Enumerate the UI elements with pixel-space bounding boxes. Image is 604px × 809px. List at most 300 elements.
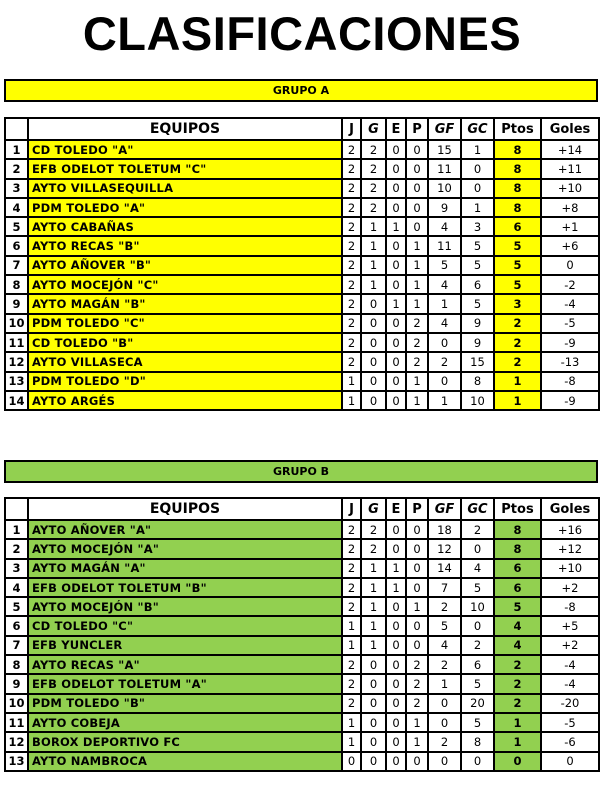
points-cell: 1 (494, 732, 541, 751)
table-row (5, 275, 599, 294)
points-cell: 2 (494, 655, 541, 674)
points-cell: 8 (494, 520, 541, 539)
played-cell: 2 (342, 694, 361, 713)
goals-against-cell: 5 (461, 674, 494, 693)
points-cell: 6 (494, 559, 541, 578)
goals-for-cell: 4 (428, 217, 461, 236)
played-cell: 2 (342, 217, 361, 236)
drawn-cell: 0 (386, 674, 406, 693)
goals-for-cell: 0 (428, 752, 461, 771)
goals-for-cell: 2 (428, 655, 461, 674)
table-row (5, 559, 599, 578)
points-cell: 5 (494, 275, 541, 294)
goals-against-cell: 8 (461, 372, 494, 391)
lost-cell: 1 (406, 275, 428, 294)
points-cell: 1 (494, 713, 541, 732)
team-name-cell: PDM TOLEDO "D" (28, 372, 342, 391)
points-cell: 5 (494, 597, 541, 616)
goal-difference-cell: +12 (541, 539, 599, 558)
table-row (5, 539, 599, 558)
team-name-cell: AYTO MAGÁN "B" (28, 294, 342, 313)
drawn-cell: 0 (386, 616, 406, 635)
played-cell: 2 (342, 256, 361, 275)
goals-against-cell: 9 (461, 314, 494, 333)
position-cell: 11 (5, 713, 28, 732)
won-cell: 0 (361, 352, 386, 371)
lost-cell: 2 (406, 694, 428, 713)
lost-cell: 0 (406, 520, 428, 539)
table-row (5, 391, 599, 410)
played-cell: 1 (342, 713, 361, 732)
grupo-a-banner: GRUPO A (4, 79, 598, 102)
points-cell: 2 (494, 694, 541, 713)
grupo-b-banner: GRUPO B (4, 460, 598, 483)
points-cell: 4 (494, 616, 541, 635)
drawn-cell: 1 (386, 294, 406, 313)
lost-cell: 1 (406, 372, 428, 391)
table-row (5, 333, 599, 352)
table-row (5, 616, 599, 635)
goals-for-cell: 0 (428, 713, 461, 732)
table-row (5, 732, 599, 751)
drawn-cell: 0 (386, 655, 406, 674)
played-cell: 1 (342, 636, 361, 655)
won-cell: 0 (361, 294, 386, 313)
table-row (5, 294, 599, 313)
goals-against-cell: 4 (461, 559, 494, 578)
team-name-cell: EFB ODELOT TOLETUM "C" (28, 159, 342, 178)
goal-difference-cell: +10 (541, 559, 599, 578)
goals-against-cell: 0 (461, 539, 494, 558)
team-name-cell: CD TOLEDO "C" (28, 616, 342, 635)
drawn-cell: 0 (386, 314, 406, 333)
lost-cell: 2 (406, 674, 428, 693)
won-cell: 1 (361, 636, 386, 655)
goal-difference-cell: +8 (541, 198, 599, 217)
goals-against-cell: 0 (461, 752, 494, 771)
goals-for-cell: 4 (428, 636, 461, 655)
won-cell: 0 (361, 372, 386, 391)
goal-difference-cell: +16 (541, 520, 599, 539)
position-cell: 1 (5, 140, 28, 159)
drawn-cell: 0 (386, 198, 406, 217)
team-name-cell: AYTO NAMBROCA (28, 752, 342, 771)
goal-difference-cell: 0 (541, 256, 599, 275)
lost-cell: 2 (406, 333, 428, 352)
won-cell: 2 (361, 159, 386, 178)
team-name-cell: AYTO MAGÁN "A" (28, 559, 342, 578)
goal-difference-cell: +11 (541, 159, 599, 178)
goal-difference-cell: +1 (541, 217, 599, 236)
team-name-cell: AYTO ARGÉS (28, 391, 342, 410)
goals-for-cell: 2 (428, 597, 461, 616)
drawn-cell: 0 (386, 159, 406, 178)
played-cell: 2 (342, 275, 361, 294)
goals-for-cell: 1 (428, 674, 461, 693)
position-cell: 6 (5, 616, 28, 635)
drawn-cell: 0 (386, 236, 406, 255)
header-g: G (361, 498, 386, 520)
points-cell: 2 (494, 333, 541, 352)
played-cell: 2 (342, 198, 361, 217)
goal-difference-cell: -4 (541, 655, 599, 674)
goal-difference-cell: +2 (541, 578, 599, 597)
table-row (5, 597, 599, 616)
goal-difference-cell: +5 (541, 616, 599, 635)
table-row (5, 179, 599, 198)
goals-against-cell: 10 (461, 597, 494, 616)
team-name-cell: CD TOLEDO "A" (28, 140, 342, 159)
played-cell: 2 (342, 314, 361, 333)
drawn-cell: 0 (386, 597, 406, 616)
team-name-cell: CD TOLEDO "B" (28, 333, 342, 352)
position-cell: 10 (5, 694, 28, 713)
team-name-cell: PDM TOLEDO "B" (28, 694, 342, 713)
position-cell: 9 (5, 294, 28, 313)
table-row (5, 140, 599, 159)
team-name-cell: AYTO AÑOVER "A" (28, 520, 342, 539)
won-cell: 2 (361, 198, 386, 217)
goals-for-cell: 4 (428, 275, 461, 294)
played-cell: 1 (342, 391, 361, 410)
points-cell: 8 (494, 140, 541, 159)
table-row (5, 256, 599, 275)
lost-cell: 0 (406, 539, 428, 558)
goals-for-cell: 2 (428, 352, 461, 371)
goals-for-cell: 1 (428, 391, 461, 410)
lost-cell: 1 (406, 236, 428, 255)
table-row (5, 578, 599, 597)
won-cell: 1 (361, 256, 386, 275)
table-row (5, 713, 599, 732)
position-cell: 6 (5, 236, 28, 255)
header-gc: GC (461, 118, 494, 140)
won-cell: 0 (361, 674, 386, 693)
lost-cell: 0 (406, 616, 428, 635)
played-cell: 0 (342, 752, 361, 771)
team-name-cell: AYTO VILLASEQUILLA (28, 179, 342, 198)
goals-against-cell: 5 (461, 713, 494, 732)
lost-cell: 0 (406, 752, 428, 771)
position-cell: 5 (5, 597, 28, 616)
goals-for-cell: 11 (428, 159, 461, 178)
header-gf: GF (428, 498, 461, 520)
team-name-cell: EFB ODELOT TOLETUM "B" (28, 578, 342, 597)
team-name-cell: EFB ODELOT TOLETUM "A" (28, 674, 342, 693)
header-goles: Goles (541, 118, 599, 140)
position-cell: 10 (5, 314, 28, 333)
points-cell: 2 (494, 352, 541, 371)
goals-against-cell: 20 (461, 694, 494, 713)
position-cell: 4 (5, 578, 28, 597)
goals-against-cell: 0 (461, 179, 494, 198)
won-cell: 0 (361, 694, 386, 713)
played-cell: 2 (342, 179, 361, 198)
lost-cell: 0 (406, 636, 428, 655)
goals-for-cell: 18 (428, 520, 461, 539)
goal-difference-cell: -5 (541, 314, 599, 333)
drawn-cell: 0 (386, 333, 406, 352)
played-cell: 2 (342, 236, 361, 255)
won-cell: 1 (361, 578, 386, 597)
points-cell: 6 (494, 578, 541, 597)
lost-cell: 2 (406, 352, 428, 371)
points-cell: 2 (494, 674, 541, 693)
table-row (5, 752, 599, 771)
goal-difference-cell: -4 (541, 674, 599, 693)
goals-against-cell: 1 (461, 140, 494, 159)
points-cell: 0 (494, 752, 541, 771)
team-name-cell: AYTO AÑOVER "B" (28, 256, 342, 275)
goals-against-cell: 5 (461, 256, 494, 275)
drawn-cell: 0 (386, 713, 406, 732)
points-cell: 6 (494, 217, 541, 236)
goals-against-cell: 0 (461, 616, 494, 635)
table-row (5, 236, 599, 255)
header-gc: GC (461, 498, 494, 520)
position-cell: 3 (5, 179, 28, 198)
lost-cell: 0 (406, 559, 428, 578)
table-row (5, 217, 599, 236)
played-cell: 2 (342, 539, 361, 558)
points-cell: 8 (494, 539, 541, 558)
team-name-cell: EFB YUNCLER (28, 636, 342, 655)
lost-cell: 0 (406, 179, 428, 198)
drawn-cell: 0 (386, 520, 406, 539)
won-cell: 0 (361, 732, 386, 751)
team-name-cell: PDM TOLEDO "A" (28, 198, 342, 217)
lost-cell: 1 (406, 597, 428, 616)
goal-difference-cell: +14 (541, 140, 599, 159)
played-cell: 2 (342, 597, 361, 616)
goal-difference-cell: -8 (541, 597, 599, 616)
team-name-cell: AYTO VILLASECA (28, 352, 342, 371)
grupo-a-standings-table (4, 117, 600, 411)
goals-for-cell: 1 (428, 294, 461, 313)
position-cell: 8 (5, 655, 28, 674)
won-cell: 2 (361, 539, 386, 558)
played-cell: 1 (342, 732, 361, 751)
position-cell: 14 (5, 391, 28, 410)
header-ptos: Ptos (494, 118, 541, 140)
won-cell: 1 (361, 275, 386, 294)
won-cell: 0 (361, 713, 386, 732)
header-p: P (406, 498, 428, 520)
lost-cell: 1 (406, 391, 428, 410)
goal-difference-cell: 0 (541, 752, 599, 771)
position-cell: 8 (5, 275, 28, 294)
goals-for-cell: 9 (428, 198, 461, 217)
drawn-cell: 0 (386, 256, 406, 275)
goal-difference-cell: -9 (541, 391, 599, 410)
drawn-cell: 0 (386, 275, 406, 294)
goals-for-cell: 12 (428, 539, 461, 558)
drawn-cell: 1 (386, 559, 406, 578)
grupo-a-rows (5, 140, 599, 410)
won-cell: 0 (361, 333, 386, 352)
played-cell: 2 (342, 333, 361, 352)
points-cell: 5 (494, 256, 541, 275)
position-cell: 5 (5, 217, 28, 236)
header-e: E (386, 118, 406, 140)
table-row (5, 159, 599, 178)
goals-for-cell: 0 (428, 694, 461, 713)
drawn-cell: 0 (386, 391, 406, 410)
header-e: E (386, 498, 406, 520)
table-row (5, 372, 599, 391)
points-cell: 2 (494, 314, 541, 333)
team-name-cell: AYTO MOCEJÓN "C" (28, 275, 342, 294)
goal-difference-cell: -13 (541, 352, 599, 371)
goal-difference-cell: +6 (541, 236, 599, 255)
won-cell: 1 (361, 217, 386, 236)
table-row (5, 520, 599, 539)
team-name-cell: BOROX DEPORTIVO FC (28, 732, 342, 751)
drawn-cell: 0 (386, 694, 406, 713)
drawn-cell: 0 (386, 752, 406, 771)
goals-against-cell: 6 (461, 655, 494, 674)
goals-against-cell: 5 (461, 578, 494, 597)
lost-cell: 0 (406, 140, 428, 159)
goals-for-cell: 10 (428, 179, 461, 198)
drawn-cell: 0 (386, 179, 406, 198)
position-cell: 13 (5, 372, 28, 391)
header-equipos: EQUIPOS (28, 118, 342, 140)
header-position (5, 118, 28, 140)
position-cell: 11 (5, 333, 28, 352)
lost-cell: 2 (406, 655, 428, 674)
header-j: J (342, 498, 361, 520)
goals-against-cell: 0 (461, 159, 494, 178)
header-p: P (406, 118, 428, 140)
lost-cell: 0 (406, 198, 428, 217)
drawn-cell: 1 (386, 217, 406, 236)
table-header-row (5, 118, 599, 140)
goal-difference-cell: -6 (541, 732, 599, 751)
lost-cell: 0 (406, 159, 428, 178)
position-cell: 12 (5, 352, 28, 371)
team-name-cell: AYTO RECAS "B" (28, 236, 342, 255)
points-cell: 8 (494, 198, 541, 217)
grupo-b-rows (5, 520, 599, 771)
header-ptos: Ptos (494, 498, 541, 520)
position-cell: 3 (5, 559, 28, 578)
points-cell: 8 (494, 179, 541, 198)
header-goles: Goles (541, 498, 599, 520)
position-cell: 2 (5, 159, 28, 178)
table-row (5, 636, 599, 655)
goals-for-cell: 0 (428, 333, 461, 352)
goals-against-cell: 3 (461, 217, 494, 236)
won-cell: 0 (361, 391, 386, 410)
played-cell: 2 (342, 559, 361, 578)
won-cell: 1 (361, 559, 386, 578)
header-gf: GF (428, 118, 461, 140)
goals-against-cell: 5 (461, 236, 494, 255)
table-header-row (5, 498, 599, 520)
lost-cell: 2 (406, 314, 428, 333)
drawn-cell: 0 (386, 539, 406, 558)
position-cell: 9 (5, 674, 28, 693)
goals-for-cell: 15 (428, 140, 461, 159)
goals-against-cell: 15 (461, 352, 494, 371)
header-position (5, 498, 28, 520)
played-cell: 2 (342, 520, 361, 539)
lost-cell: 1 (406, 732, 428, 751)
header-g: G (361, 118, 386, 140)
lost-cell: 0 (406, 578, 428, 597)
lost-cell: 1 (406, 256, 428, 275)
goal-difference-cell: -8 (541, 372, 599, 391)
position-cell: 4 (5, 198, 28, 217)
points-cell: 4 (494, 636, 541, 655)
table-row (5, 352, 599, 371)
points-cell: 1 (494, 391, 541, 410)
page-title: CLASIFICACIONES (82, 7, 522, 60)
header-j: J (342, 118, 361, 140)
goal-difference-cell: +10 (541, 179, 599, 198)
played-cell: 2 (342, 578, 361, 597)
goals-against-cell: 5 (461, 294, 494, 313)
position-cell: 2 (5, 539, 28, 558)
header-equipos: EQUIPOS (28, 498, 342, 520)
points-cell: 3 (494, 294, 541, 313)
position-cell: 7 (5, 256, 28, 275)
team-name-cell: AYTO MOCEJÓN "B" (28, 597, 342, 616)
played-cell: 1 (342, 616, 361, 635)
goals-for-cell: 2 (428, 732, 461, 751)
won-cell: 2 (361, 140, 386, 159)
won-cell: 2 (361, 179, 386, 198)
position-cell: 1 (5, 520, 28, 539)
goals-against-cell: 2 (461, 636, 494, 655)
points-cell: 5 (494, 236, 541, 255)
goals-for-cell: 5 (428, 256, 461, 275)
goals-against-cell: 10 (461, 391, 494, 410)
goal-difference-cell: +2 (541, 636, 599, 655)
played-cell: 2 (342, 674, 361, 693)
won-cell: 1 (361, 597, 386, 616)
team-name-cell: PDM TOLEDO "C" (28, 314, 342, 333)
goal-difference-cell: -20 (541, 694, 599, 713)
drawn-cell: 0 (386, 372, 406, 391)
played-cell: 2 (342, 655, 361, 674)
goals-for-cell: 5 (428, 616, 461, 635)
position-cell: 12 (5, 732, 28, 751)
played-cell: 2 (342, 140, 361, 159)
goals-for-cell: 11 (428, 236, 461, 255)
goals-for-cell: 7 (428, 578, 461, 597)
lost-cell: 1 (406, 294, 428, 313)
goals-for-cell: 0 (428, 372, 461, 391)
goals-against-cell: 6 (461, 275, 494, 294)
team-name-cell: AYTO COBEJA (28, 713, 342, 732)
played-cell: 1 (342, 372, 361, 391)
goals-against-cell: 9 (461, 333, 494, 352)
table-row (5, 198, 599, 217)
goals-against-cell: 1 (461, 198, 494, 217)
played-cell: 2 (342, 159, 361, 178)
goal-difference-cell: -5 (541, 713, 599, 732)
lost-cell: 0 (406, 217, 428, 236)
points-cell: 8 (494, 159, 541, 178)
drawn-cell: 0 (386, 140, 406, 159)
points-cell: 1 (494, 372, 541, 391)
played-cell: 2 (342, 352, 361, 371)
won-cell: 0 (361, 655, 386, 674)
position-cell: 13 (5, 752, 28, 771)
table-row (5, 655, 599, 674)
